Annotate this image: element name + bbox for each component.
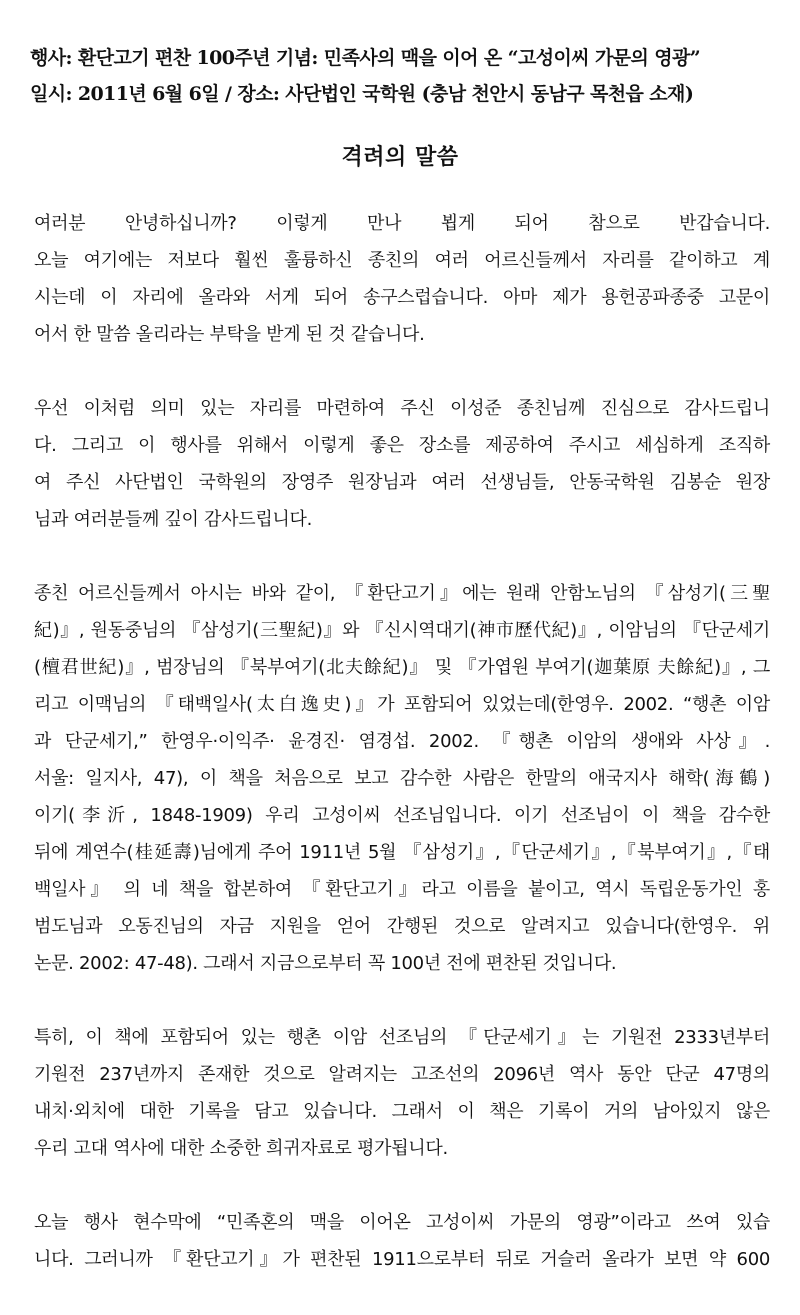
text-line: 紀)』, 원동중님의 『삼성기(三聖紀)』와 『신시역대기(神市歷代紀)』, 이암님의 『단군세기 [34,620,770,641]
document-body [34,205,770,1315]
paragraph-greeting [34,205,770,353]
text-line: 종친 어르신들께서 아시는 바와 같이, 『환단고기』에는 원래 안함노님의 『삼성기(三聖 [34,583,770,604]
text-line: 특히, 이 책에 포함되어 있는 행촌 이암 선조님의 『단군세기』는 기원전 2333년부터 [34,1027,770,1048]
text-line: 어서 한 말씀 올리라는 부탁을 받게 된 것 같습니다. [34,324,425,345]
text-line: 다. 그리고 이 행사를 위해서 이렇게 좋은 장소를 제공하여 주시고 세심하게 조직하 [34,435,770,456]
text-line: 리고 이맥님의 『태백일사(太白逸史)』가 포함되어 있었는데(한영우. 2002. “행촌 이암 [34,694,770,715]
paragraph-history [34,575,770,982]
text-line: 범도님과 오동진님의 자금 지원을 얻어 간행된 것으로 알려지고 있습니다(한영우. 위 [34,916,770,937]
text-line: 여러분 안녕하십니까? 이렇게 만나 뵙게 되어 참으로 반갑습니다. [34,213,770,234]
paragraph-banner [34,1204,770,1278]
paragraph-thanks [34,390,770,538]
text-line: 과 단군세기,” 한영우·이익주· 윤경진· 염경섭. 2002. 『행촌 이암의 생애와 사상』. [34,731,770,752]
text-line: 여 주신 사단법인 국학원의 장영주 원장님과 여러 선생님들, 안동국학원 김봉순 원장 [34,472,770,493]
text-line: 우리 고대 역사에 대한 소중한 희귀자료로 평가됩니다. [34,1138,448,1159]
paragraph-dangun-segi [34,1019,770,1167]
text-line: 님과 여러분들께 깊이 감사드립니다. [34,509,313,530]
text-line: 서울: 일지사, 47), 이 책을 처음으로 보고 감수한 사람은 한말의 애국지사 해학(海鶴) [34,768,770,789]
text-line: 시는데 이 자리에 올라와 서게 되어 송구스럽습니다. 아마 제가 용헌공파종중 고문이 [34,287,770,308]
text-line: 백일사』 의 네 책을 합본하여 『환단고기』라고 이름을 붙이고, 역시 독립운동가인 홍 [34,879,770,900]
document-title: 격려의 말씀 [341,144,459,170]
event-header [30,40,780,112]
text-line: (檀君世紀)』, 범장님의 『북부여기(北夫餘紀)』 및 『가엽원 부여기(迦葉原 夫餘紀)』, 그 [34,657,770,678]
date-location-line: 일시: 2011년 6월 6일 / 장소: 사단법인 국학원 (충남 천안시 동남구 목천읍 소재) [30,83,694,105]
event-line: 행사: 환단고기 편찬 100주년 기념: 민족사의 맥을 이어 온 “고성이씨 가문의 영광” [30,47,701,69]
text-line: 논문. 2002: 47-48). 그래서 지금으로부터 꼭 100년 전에 편찬된 것입니다. [34,953,617,974]
text-line: 이기(李沂, 1848-1909) 우리 고성이씨 선조님입니다. 이기 선조님이 이 책을 감수한 [34,805,770,826]
text-line: 니다. 그러니까 『환단고기』가 편찬된 1911으로부터 뒤로 거슬러 올라가 보면 약 600 [34,1249,770,1270]
text-line: 뒤에 계연수(桂延壽)님에게 주어 1911년 5월 『삼성기』,『단군세기』,『북부여기』,『태 [34,842,770,863]
text-line: 내치·외치에 대한 기록을 담고 있습니다. 그래서 이 책은 기록이 거의 남아있지 않은 [34,1101,770,1122]
text-line: 오늘 여기에는 저보다 훨씬 훌륭하신 종친의 여러 어르신들께서 자리를 같이하고 계 [34,250,770,271]
text-line: 오늘 행사 현수막에 “민족혼의 맥을 이어온 고성이씨 가문의 영광”이라고 쓰여 있습 [34,1212,770,1233]
text-line: 우선 이처럼 의미 있는 자리를 마련하여 주신 이성준 종친님께 진심으로 감사드립니 [34,398,770,419]
text-line: 기원전 237년까지 존재한 것으로 알려지는 고조선의 2096년 역사 동안 단군 47명의 [34,1064,770,1085]
